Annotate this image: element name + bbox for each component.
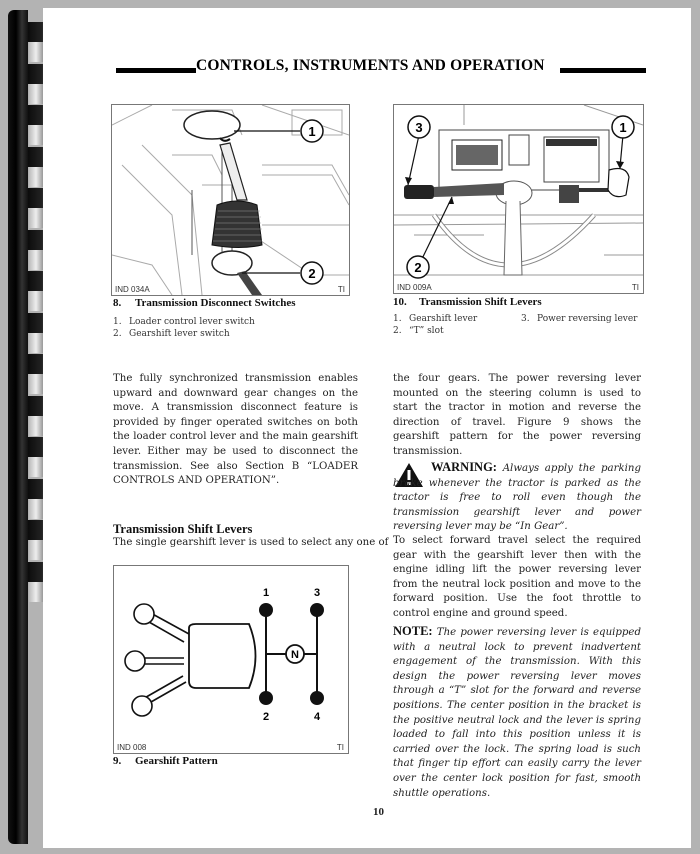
binding-gap [29,538,43,560]
shift-levers-illustration [394,105,643,293]
figure-8-legend [113,316,255,340]
caption-title: Transmission Disconnect Switches [135,297,296,309]
loader-lever-knob [184,111,240,139]
lever-boot [212,201,262,248]
binding-gap [29,455,43,477]
figure-8-image [111,104,350,296]
legend-item: 1. Loader control lever switch [113,317,255,327]
binding-gap [29,40,43,62]
warning-text: Always apply the parking brake whenever the tractor is parked as the tractor is free to roll even though the transmission gearshift lever and power reversing lever may be “In Gear”. [393,463,641,533]
svg-text:1: 1 [308,124,316,139]
binding-gap [29,289,43,311]
gear-label: 3 [313,587,321,599]
lever-positions [139,611,189,706]
header-rule-left [116,68,196,73]
figure-code: IND 008 [117,743,147,752]
caption-number: 9. [113,755,122,767]
transmission-disconnect-illustration [112,105,349,295]
shift-gate-housing [189,624,256,688]
figure-tag: TI [336,743,344,752]
power-reversing-lever [404,185,434,199]
binding-spine [8,10,28,844]
gear-4-position [310,691,324,705]
figure-10-image [393,104,644,294]
gear-2-position [259,691,273,705]
gear-1-position [259,603,273,617]
page-number: 10 [373,806,384,818]
gear-label: 1 [262,587,270,599]
note-label: NOTE: [393,624,433,638]
binding-gap [29,414,43,436]
svg-text:2: 2 [414,260,422,275]
power-reversing-paragraph: the four gears. The power reversing lever mounted on the steering column is used to start the tractor in motion and reverse the direction of travel. Figure 9 shows the gearshift pattern for the power reversing transmission. [393,373,641,457]
binding-gap [29,372,43,394]
page-title: CONTROLS, INSTRUMENTS AND OPERATION [196,57,545,74]
binding-gap [29,580,43,602]
svg-text:1: 1 [619,120,627,135]
svg-text:2: 2 [308,266,316,281]
binding-gap [29,165,43,187]
gear-label: 4 [313,711,321,723]
forward-travel-paragraph: To select forward travel select the required gear with the gearshift lever then with the engine idling lift the power reversing lever from the neutral lock position and move to the forward position. Use the foot throttle to control engine and ground speed. [393,535,641,619]
binding-gap [29,331,43,353]
legend-item: 2. Gearshift lever switch [113,329,230,339]
figure-tag: TI [337,285,345,294]
binding-gap [29,82,43,104]
gearshift-pattern-diagram [114,566,348,753]
intro-paragraph: The fully synchronized transmission enables upward and downward gear changes on the move. A transmission disconnect feature is provided by finger operated switches on both the loader control lever and the main gearshift lever. Either may be used to disconnect the transmission. See also Section B “LOADER CONTROLS AND OPERATION”. [113,373,358,487]
figure-10-legend [393,313,637,337]
note-text: The power reversing lever is equipped with a neutral lock to prevent inadvertent engagement of the transmission. With this design the power reversing lever moves through a “T” slot for the forward and reverse positions. The center position in the bracket is the positive neutral lock and the lever is spring loaded to fall into this position unless it is carried over the lock. The spring load is such that finger tip effort can easily carry the lever over the center lock position for fast, smooth shuttle operations. [393,627,641,799]
header-rule-right [560,68,646,73]
figure-8-caption [113,297,296,309]
binding-gap [29,497,43,519]
binding-gap [29,123,43,145]
figure-tag: TI [631,283,639,292]
gearshift-paragraph: The single gearshift lever is used to select any one of [113,537,389,548]
figure-code: IND 034A [115,285,150,294]
warning-block [393,460,641,535]
gear-3-position [310,603,324,617]
section-heading: Transmission Shift Levers [113,522,253,536]
gearshift-lever [608,169,629,197]
gearshift-knob [212,251,252,275]
figure-9-caption [113,755,218,767]
legend-item: 2. “T” slot [393,326,444,336]
figure-10-caption [393,296,542,308]
caption-title: Gearshift Pattern [135,755,218,767]
caption-number: 8. [113,297,122,309]
figure-code: IND 009A [397,283,432,292]
binding-gap [29,206,43,228]
caption-number: 10. [393,296,407,308]
gear-label: 2 [262,711,270,723]
caption-title: Transmission Shift Levers [419,296,542,308]
note-block [393,624,641,801]
binding-gap [29,248,43,270]
warning-label: WARNING: [431,460,497,474]
figure-9-image [113,565,349,754]
neutral-label: N [291,649,299,661]
legend-item: 1. Gearshift lever 3. Power reversing lever [393,314,638,324]
svg-text:3: 3 [415,120,423,135]
